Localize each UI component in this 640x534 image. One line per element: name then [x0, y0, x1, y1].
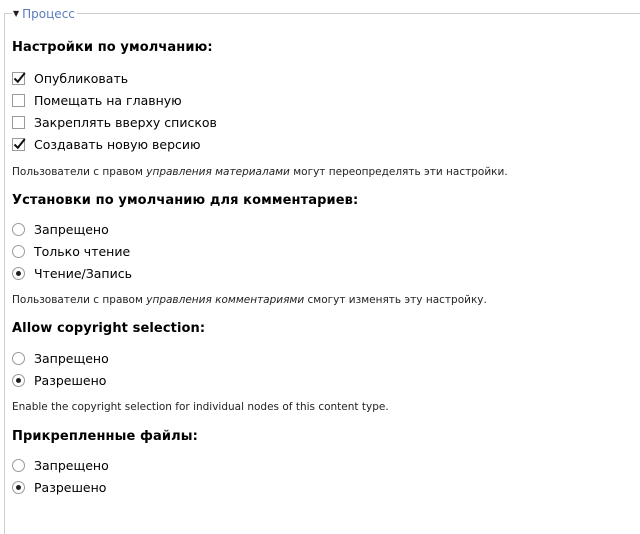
description-text: могут переопределять эти настройки.: [289, 166, 508, 178]
attachments-heading: Прикрепленные файлы:: [12, 429, 198, 444]
checkbox-option-promote[interactable]: [12, 92, 182, 108]
checkbox-label: Создавать новую версию: [34, 136, 201, 152]
description-text: Пользователи с правом: [12, 166, 147, 178]
checkbox-option-sticky[interactable]: [12, 114, 217, 130]
radio-option-attachments-enabled[interactable]: [12, 479, 106, 495]
comments-heading: Установки по умолчанию для комментариев:: [12, 193, 359, 208]
radio-option-comments-readwrite[interactable]: [12, 265, 132, 281]
copyright-description: Enable the copyright selection for individual nodes of this content type.: [12, 401, 389, 413]
radio-option-comments-disabled[interactable]: [12, 221, 109, 237]
radio-label: Разрешено: [34, 479, 107, 495]
radio-label: Только чтение: [34, 243, 131, 259]
radio-label: Чтение/Запись: [34, 265, 132, 281]
radio-option-copyright-disabled[interactable]: [12, 350, 109, 366]
defaults-description: [12, 166, 508, 178]
radio-button[interactable]: [12, 352, 25, 365]
radio-label: Запрещено: [34, 221, 109, 237]
checkbox-option-revision[interactable]: [12, 136, 201, 152]
checkbox[interactable]: [12, 94, 25, 107]
radio-button[interactable]: [12, 481, 25, 494]
checkbox[interactable]: [12, 138, 25, 151]
radio-selected-dot-icon: [16, 271, 21, 276]
checkbox-option-publish[interactable]: [12, 70, 128, 86]
checkbox[interactable]: [12, 72, 25, 85]
radio-label: Запрещено: [34, 350, 109, 366]
radio-selected-dot-icon: [16, 485, 21, 490]
radio-button[interactable]: [12, 223, 25, 236]
checkbox-label: Опубликовать: [34, 70, 129, 86]
radio-option-attachments-disabled[interactable]: [12, 457, 109, 473]
radio-button[interactable]: [12, 374, 25, 387]
copyright-heading: Allow copyright selection:: [12, 321, 206, 336]
radio-option-copyright-enabled[interactable]: [12, 372, 106, 388]
radio-button[interactable]: [12, 459, 25, 472]
description-text: Пользователи с правом: [12, 294, 147, 306]
checkbox-label: Помещать на главную: [34, 92, 182, 108]
description-text: смогут изменять эту настройку.: [304, 294, 487, 306]
radio-option-comments-readonly[interactable]: [12, 243, 130, 259]
checkmark-icon: [12, 70, 27, 85]
radio-label: Разрешено: [34, 372, 107, 388]
fieldset-legend-toggle[interactable]: [12, 6, 77, 22]
collapse-triangle-icon: ▼: [13, 8, 20, 18]
radio-button[interactable]: [12, 267, 25, 280]
radio-selected-dot-icon: [16, 378, 21, 383]
description-emphasis: управления материалами: [146, 166, 290, 178]
fieldset-legend-label: Процесс: [22, 7, 75, 21]
comments-description: [12, 294, 487, 306]
checkbox[interactable]: [12, 116, 25, 129]
checkmark-icon: [12, 136, 27, 151]
radio-label: Запрещено: [34, 457, 109, 473]
checkbox-label: Закреплять вверху списков: [34, 114, 217, 130]
description-emphasis: управления комментариями: [146, 294, 305, 306]
radio-button[interactable]: [12, 245, 25, 258]
defaults-heading: Настройки по умолчанию:: [12, 40, 213, 55]
